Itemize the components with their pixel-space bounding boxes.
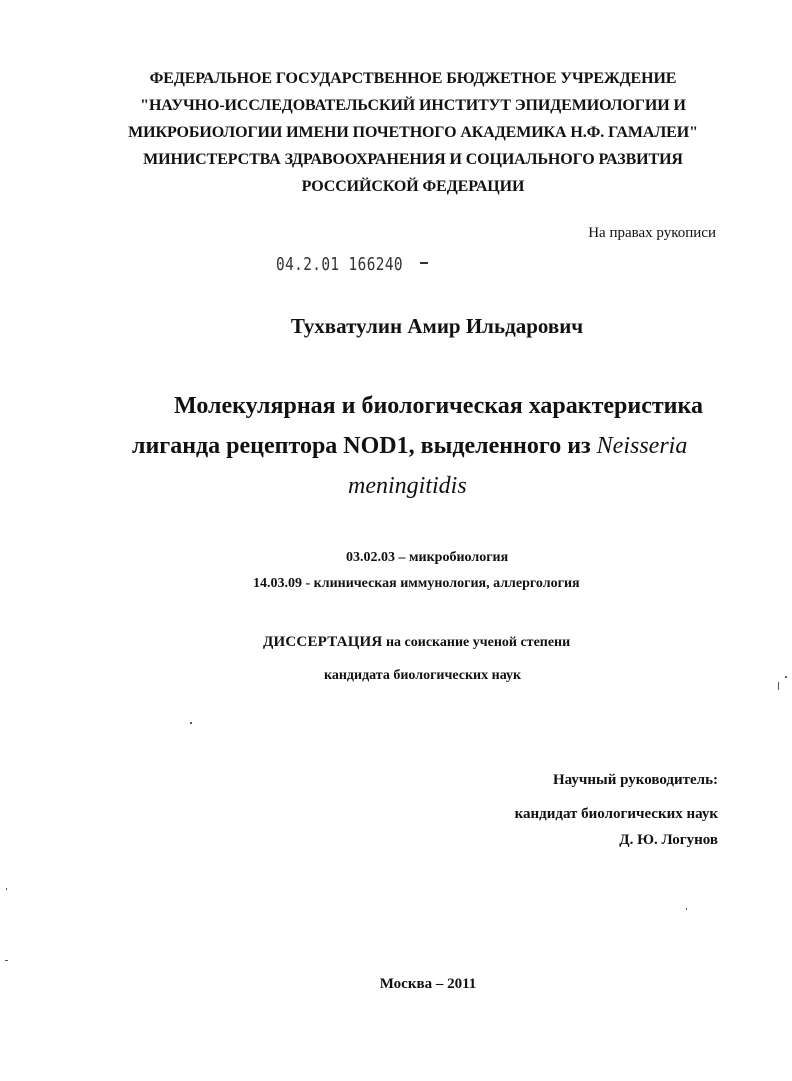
city-year: Москва – 2011 bbox=[379, 976, 477, 992]
scan-speck bbox=[686, 908, 687, 910]
manuscript-rights-note: На правах рукописи bbox=[588, 225, 716, 241]
degree-level: кандидата биологических наук bbox=[324, 668, 522, 683]
supervisor-name: Д. Ю. Логунов bbox=[619, 832, 718, 848]
degree-statement bbox=[263, 634, 570, 651]
title-line-1: Молекулярная и биологическая характеристика bbox=[174, 393, 703, 419]
institution-line-3: МИКРОБИОЛОГИИ ИМЕНИ ПОЧЕТНОГО АКАДЕМИКА Н.Ф. ГАМАЛЕИ" bbox=[128, 124, 698, 141]
degree-word: ДИССЕРТАЦИЯ bbox=[263, 634, 383, 650]
scan-speck bbox=[785, 676, 787, 678]
supervisor-degree: кандидат биологических наук bbox=[514, 806, 718, 822]
supervisor-label: Научный руководитель: bbox=[553, 772, 718, 788]
specialty-code-1: 03.02.03 – микробиология bbox=[346, 550, 509, 565]
institution-header bbox=[80, 65, 746, 200]
degree-rest: на соискание ученой степени bbox=[382, 635, 571, 650]
specialty-code-2: 14.03.09 - клиническая иммунология, аллергология bbox=[253, 576, 580, 591]
scan-speck bbox=[5, 960, 8, 961]
institution-line-1: ФЕДЕРАЛЬНОЕ ГОСУДАРСТВЕННОЕ БЮДЖЕТНОЕ УЧРЕЖДЕНИЕ bbox=[149, 70, 677, 87]
title-line-2-text: лиганда рецептора NOD1, выделенного из bbox=[132, 433, 597, 459]
registry-number-stamp: 04.2.01 166240 bbox=[276, 254, 403, 275]
scan-speck bbox=[778, 682, 779, 690]
institution-line-2: "НАУЧНО-ИССЛЕДОВАТЕЛЬСКИЙ ИНСТИТУТ ЭПИДЕМИОЛОГИИ И bbox=[140, 97, 686, 114]
scan-speck bbox=[6, 888, 7, 890]
author-name: Тухватулин Амир Ильдарович bbox=[290, 314, 584, 338]
scan-speck bbox=[190, 722, 192, 724]
stamp-mark bbox=[420, 262, 428, 264]
institution-line-5: РОССИЙСКОЙ ФЕДЕРАЦИИ bbox=[301, 178, 525, 195]
title-line-2 bbox=[132, 426, 687, 466]
title-species-italic: meningitidis bbox=[348, 473, 467, 499]
title-genus-italic: Neisseria bbox=[596, 433, 688, 459]
institution-line-4: МИНИСТЕРСТВА ЗДРАВООХРАНЕНИЯ И СОЦИАЛЬНОГО РАЗВИТИЯ bbox=[143, 151, 683, 168]
